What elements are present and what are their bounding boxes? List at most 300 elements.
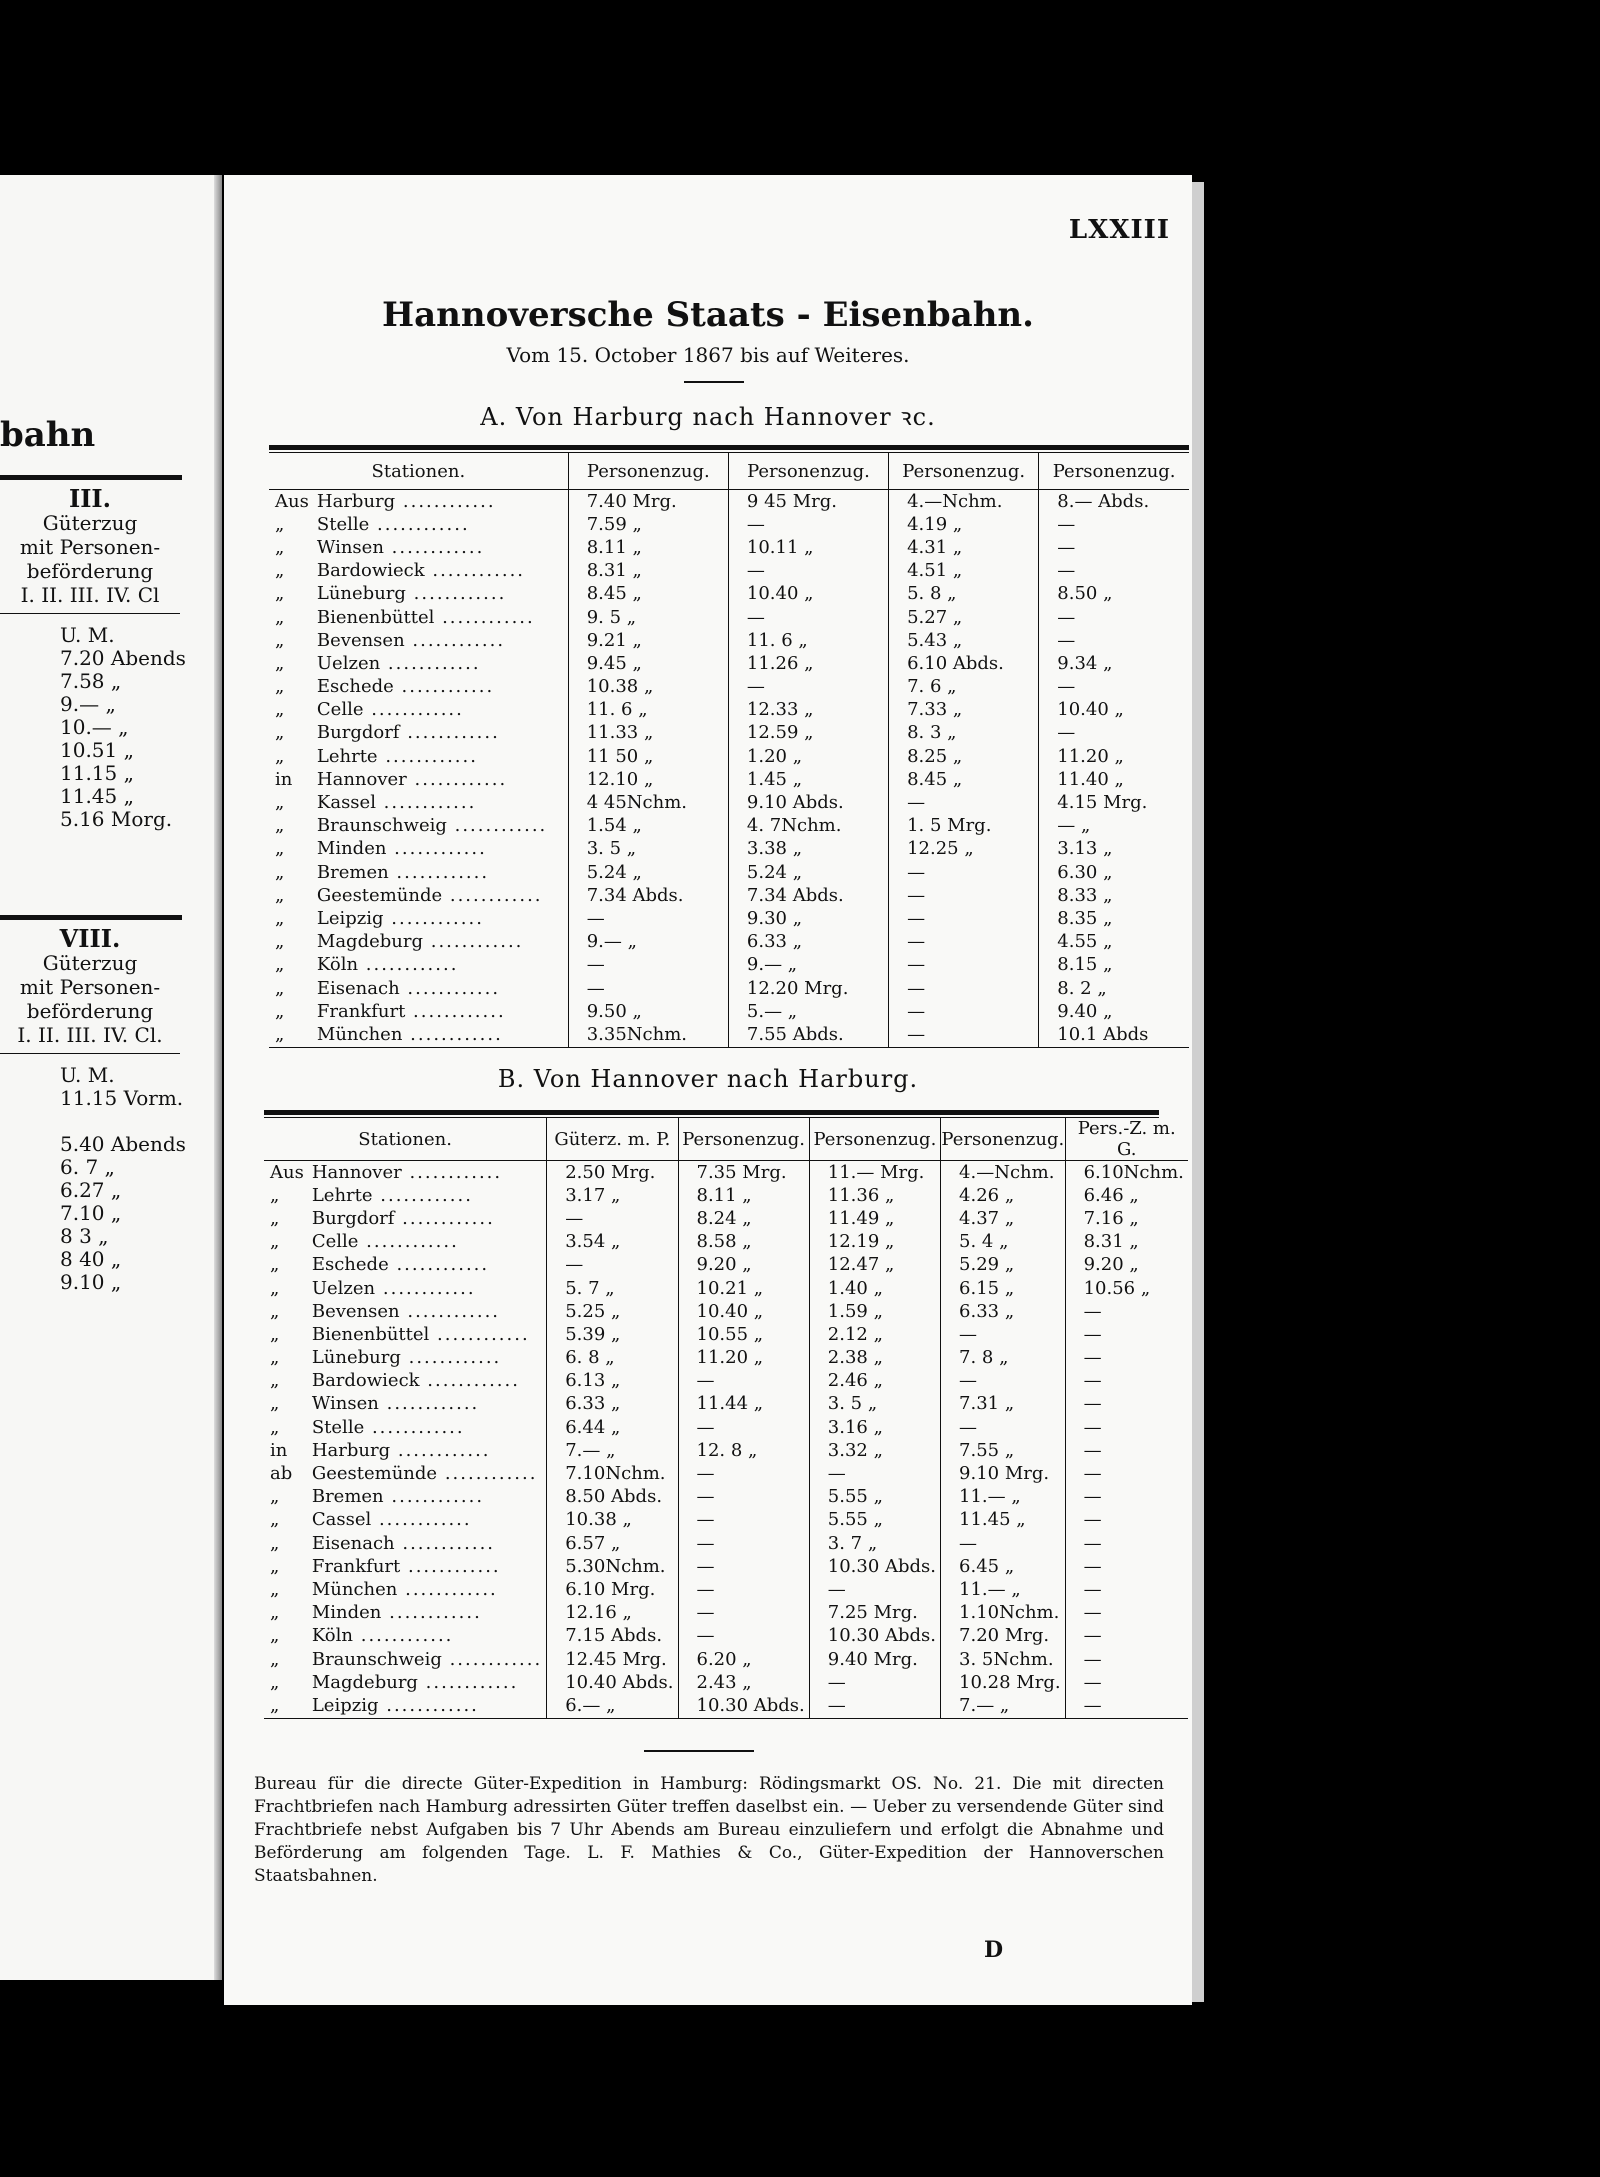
time-cell: — (678, 1625, 809, 1648)
table-row (269, 513, 1189, 536)
time-cell: 2.46 „ (809, 1370, 940, 1393)
station-name (313, 722, 568, 745)
row-prefix: Aus (275, 490, 309, 512)
footnote-text: Bureau für die directe Güter-Expedition in Hamburg: Rödingsmarkt OS. No. 21. Die mit directen Frachtbriefen nach Hamburg adressirten Güter treffen daselbst ein. — Ueber zu versendende Güter sind Frachtbriefe nebst Aufgaben bis 7 Uhr Abends am Bureau einzuliefern und erfolgt die Abnahme und Beförderung am folgenden Tage. L. F. Mathies & Co., Güter-Expedition der Hannoverschen Staatsbahnen. (254, 1774, 1164, 1886)
station-name (308, 1625, 547, 1648)
time-cell: — (1039, 606, 1189, 629)
table-row (264, 1370, 1188, 1393)
timetable-a (269, 453, 1189, 1048)
time-cell: — (1065, 1462, 1188, 1485)
time-cell: 6.10Nchm. (1065, 1161, 1188, 1185)
time-cell: 5. 7 „ (547, 1277, 678, 1300)
timetable-hannover-harburg (264, 1110, 1184, 1719)
time-cell: 11. 6 „ (568, 699, 728, 722)
time-cell: 12.16 „ (547, 1602, 678, 1625)
time-cell: — (678, 1532, 809, 1555)
leader-dots: ............ (429, 1323, 530, 1345)
row-prefix: „ (270, 1671, 280, 1693)
table-row (269, 977, 1189, 1000)
station-label: Bardowieck (316, 560, 425, 582)
table-row (269, 954, 1189, 977)
leader-dots: ............ (377, 745, 478, 767)
time-cell: 3.38 „ (728, 838, 888, 861)
table-row (264, 1671, 1188, 1694)
time-cell: 8.11 „ (568, 536, 728, 559)
time-cell: — (1039, 722, 1189, 745)
list-item: 9.— „ (60, 692, 116, 716)
station-name (308, 1486, 547, 1509)
time-cell: — (1065, 1370, 1188, 1393)
time-cell: 8.45 „ (568, 583, 728, 606)
leader-dots: ............ (405, 583, 507, 605)
table-row (269, 931, 1189, 954)
time-cell: 7.— „ (941, 1694, 1066, 1718)
time-cell: 3.54 „ (547, 1231, 678, 1254)
table-row (264, 1439, 1188, 1462)
table-row (269, 722, 1189, 745)
station-label: Geestemünde (316, 884, 443, 906)
time-cell: — (889, 907, 1039, 930)
table-row (264, 1486, 1188, 1509)
leader-dots: ............ (375, 792, 477, 814)
time-cell: 1.40 „ (809, 1277, 940, 1300)
station-name (313, 513, 568, 536)
timetable-b (264, 1118, 1188, 1719)
time-cell: 3. 5Nchm. (941, 1648, 1066, 1671)
station-label: Winsen (316, 536, 384, 558)
time-cell: 6.33 „ (941, 1300, 1066, 1323)
station-label: Magdeburg (316, 931, 423, 953)
leader-dots: ............ (394, 1532, 496, 1554)
table-row (264, 1161, 1188, 1185)
list-item: 11.45 „ (60, 784, 134, 808)
row-prefix: „ (270, 1254, 280, 1276)
time-cell: — (728, 676, 888, 699)
time-cell: — (1065, 1602, 1188, 1625)
time-cell: — (1065, 1486, 1188, 1509)
row-prefix: „ (275, 954, 285, 976)
time-cell: — (809, 1578, 940, 1601)
time-cell: 8.45 „ (889, 768, 1039, 791)
time-cell: 9 45 Mrg. (728, 490, 888, 514)
time-cell: 8.50 „ (1039, 583, 1189, 606)
table-row (269, 1023, 1189, 1047)
time-cell: — (809, 1694, 940, 1718)
station-name (308, 1347, 547, 1370)
station-label: Leipzig (311, 1694, 379, 1716)
signature-mark: D (984, 1937, 1004, 1963)
time-cell: — (941, 1370, 1066, 1393)
time-cell: — (568, 954, 728, 977)
time-cell: 4.55 „ (1039, 931, 1189, 954)
station-name (308, 1254, 547, 1277)
leader-dots: ............ (446, 815, 548, 837)
table-row (269, 791, 1189, 814)
time-cell: 9.20 „ (1065, 1254, 1188, 1277)
time-cell: 10.28 Mrg. (941, 1671, 1066, 1694)
station-name (313, 490, 568, 514)
table-row (264, 1694, 1188, 1718)
time-cell: 12.33 „ (728, 699, 888, 722)
column-header: Güterz. m. P. (547, 1118, 678, 1161)
table-row (269, 745, 1189, 768)
station-label: Bienenbüttel (311, 1323, 430, 1345)
time-cell: 10.30 Abds. (809, 1555, 940, 1578)
time-cell: 8.31 „ (1065, 1231, 1188, 1254)
leader-dots: ............ (423, 931, 524, 953)
leader-dots: ............ (378, 1694, 479, 1716)
time-cell: 10.40 „ (728, 583, 888, 606)
station-name (308, 1509, 547, 1532)
time-cell: 5.55 „ (809, 1509, 940, 1532)
station-name (313, 629, 568, 652)
time-cell: 5. 4 „ (941, 1231, 1066, 1254)
column-header: Pers.-Z. m. G. (1065, 1118, 1188, 1161)
leader-dots: ............ (353, 1625, 454, 1647)
time-cell: 7.10Nchm. (547, 1462, 678, 1485)
column-viii-line: mit Personen- (19, 975, 161, 999)
leader-dots: ............ (406, 768, 508, 790)
station-name (313, 606, 568, 629)
station-name (308, 1694, 547, 1718)
time-cell: 3.13 „ (1039, 838, 1189, 861)
time-cell: 6.10 Mrg. (547, 1578, 678, 1601)
time-cell: 7.15 Abds. (547, 1625, 678, 1648)
station-label: Köln (316, 954, 359, 976)
section-a-title: A. Von Harburg nach Hannover ꝛc. (480, 403, 936, 431)
leader-dots: ............ (383, 1486, 485, 1508)
table-row (269, 884, 1189, 907)
list-item: 8 40 „ (60, 1247, 122, 1271)
time-cell: — (1065, 1648, 1188, 1671)
row-prefix: „ (275, 629, 285, 651)
time-cell: 7.25 Mrg. (809, 1602, 940, 1625)
row-prefix: „ (275, 676, 285, 698)
station-label: Celle (316, 699, 364, 721)
time-cell: 4.19 „ (889, 513, 1039, 536)
row-prefix: ab (270, 1463, 293, 1485)
station-name (308, 1555, 547, 1578)
time-cell: 9.30 „ (728, 907, 888, 930)
leader-dots: ............ (364, 1416, 465, 1438)
list-item: 10.51 „ (60, 738, 134, 762)
page-gutter-shadow (214, 175, 222, 1980)
row-prefix: „ (270, 1300, 280, 1322)
time-cell: 12.10 „ (568, 768, 728, 791)
time-cell: 9.10 Abds. (728, 791, 888, 814)
time-cell: 7.— „ (547, 1439, 678, 1462)
time-cell: 11.45 „ (941, 1509, 1066, 1532)
time-cell: — (678, 1555, 809, 1578)
table-row (269, 676, 1189, 699)
station-name (313, 977, 568, 1000)
time-cell: — (678, 1509, 809, 1532)
row-prefix: „ (270, 1532, 280, 1554)
table-row (264, 1462, 1188, 1485)
time-cell: 5.27 „ (889, 606, 1039, 629)
station-label: Uelzen (311, 1277, 376, 1299)
station-label: Frankfurt (316, 1000, 406, 1022)
table-row (264, 1184, 1188, 1207)
time-cell: — (1065, 1671, 1188, 1694)
row-prefix: „ (275, 792, 285, 814)
row-prefix: „ (275, 815, 285, 837)
time-cell: — (1065, 1509, 1188, 1532)
station-label: Harburg (316, 490, 396, 512)
column-header: Personenzug. (889, 453, 1039, 490)
time-cell: 10.11 „ (728, 536, 888, 559)
time-cell: 11.— „ (941, 1578, 1066, 1601)
time-cell: 6.10 Abds. (889, 652, 1039, 675)
time-cell: 1.20 „ (728, 745, 888, 768)
time-cell: 11.— „ (941, 1486, 1066, 1509)
column-header: Personenzug. (809, 1118, 940, 1161)
leader-dots: ............ (441, 1648, 543, 1670)
station-name (308, 1207, 547, 1230)
time-cell: 11 50 „ (568, 745, 728, 768)
time-cell: — (728, 606, 888, 629)
time-cell: 11.26 „ (728, 652, 888, 675)
station-name (313, 884, 568, 907)
time-cell: 12. 8 „ (678, 1439, 809, 1462)
station-label: Hannover (316, 768, 407, 790)
row-prefix: „ (275, 652, 285, 674)
row-prefix: „ (270, 1625, 280, 1647)
leader-dots: ............ (383, 536, 485, 558)
time-cell: — (889, 861, 1039, 884)
station-name (313, 954, 568, 977)
station-label: Bevensen (311, 1300, 400, 1322)
time-cell: 8.35 „ (1039, 907, 1189, 930)
station-name (313, 791, 568, 814)
station-name (313, 560, 568, 583)
station-name (308, 1393, 547, 1416)
table-row (264, 1300, 1188, 1323)
station-label: Celle (311, 1231, 359, 1253)
time-cell: 7.20 Mrg. (941, 1625, 1066, 1648)
row-prefix: „ (270, 1602, 280, 1624)
time-cell: 7. 8 „ (941, 1347, 1066, 1370)
time-cell: 8.15 „ (1039, 954, 1189, 977)
row-prefix: in (275, 768, 293, 790)
row-prefix: „ (270, 1347, 280, 1369)
list-item: 7.20 Abends (60, 646, 186, 670)
time-cell: 8.11 „ (678, 1184, 809, 1207)
time-cell: 4.37 „ (941, 1207, 1066, 1230)
time-cell: — (1065, 1323, 1188, 1346)
table-row (269, 536, 1189, 559)
station-label: Bevensen (316, 629, 405, 651)
leader-dots: ............ (388, 1254, 490, 1276)
leader-dots: ............ (419, 1370, 520, 1392)
table-row (269, 629, 1189, 652)
page-number: LXXIII (1068, 215, 1170, 245)
leader-dots: ............ (393, 676, 495, 698)
station-name (313, 768, 568, 791)
time-cell: 10.40 Abds. (547, 1671, 678, 1694)
station-name (308, 1300, 547, 1323)
column-iii-line: I. II. III. IV. Cl (20, 583, 160, 607)
column-iii-line: beförderung (26, 559, 154, 583)
row-prefix: „ (270, 1648, 280, 1670)
time-cell: 6.33 „ (728, 931, 888, 954)
left-rule-iii (0, 475, 182, 480)
station-label: Köln (311, 1625, 353, 1647)
time-cell: 5.30Nchm. (547, 1555, 678, 1578)
row-prefix: „ (275, 884, 285, 906)
table-row (264, 1509, 1188, 1532)
time-cell: 9.20 „ (678, 1254, 809, 1277)
station-name (308, 1462, 547, 1485)
column-iii-line: mit Personen- (19, 535, 161, 559)
row-prefix: „ (275, 861, 285, 883)
column-viii-line: beförderung (26, 999, 154, 1023)
time-cell: — „ (1039, 815, 1189, 838)
time-cell: — (1039, 676, 1189, 699)
page-subtitle: Vom 15. October 1867 bis auf Weiteres. (506, 343, 910, 367)
timetable-harburg-hannover (269, 445, 1189, 1048)
time-cell: 12.45 Mrg. (547, 1648, 678, 1671)
time-cell: — (1065, 1393, 1188, 1416)
row-prefix: „ (275, 907, 285, 929)
row-prefix: „ (270, 1416, 280, 1438)
station-label: Leipzig (316, 907, 384, 929)
table-row (269, 861, 1189, 884)
station-name (313, 583, 568, 606)
table-row (264, 1416, 1188, 1439)
time-cell: 10.1 Abds (1039, 1023, 1189, 1047)
row-prefix: „ (270, 1231, 280, 1253)
table-row (264, 1625, 1188, 1648)
leader-dots: ............ (434, 606, 535, 628)
station-label: Lehrte (316, 745, 378, 767)
time-cell: 2.50 Mrg. (547, 1161, 678, 1185)
station-name (313, 676, 568, 699)
left-column-viii (0, 924, 186, 1294)
time-cell: 1. 5 Mrg. (889, 815, 1039, 838)
list-item: 6. 7 „ (60, 1155, 115, 1179)
row-prefix: „ (270, 1207, 280, 1229)
time-cell: 7.33 „ (889, 699, 1039, 722)
row-prefix: „ (275, 536, 285, 558)
station-label: Lüneburg (311, 1347, 401, 1369)
leader-dots: ............ (369, 513, 470, 535)
list-item: 6.27 „ (60, 1178, 122, 1202)
time-cell: 7.55 „ (941, 1439, 1066, 1462)
leader-dots: ............ (400, 1347, 502, 1369)
station-name (308, 1648, 547, 1671)
time-cell: — (678, 1370, 809, 1393)
time-cell: 6.15 „ (941, 1277, 1066, 1300)
row-prefix: „ (275, 606, 285, 628)
row-prefix: „ (269, 1023, 313, 1047)
column-header: Stationen. (264, 1118, 547, 1161)
time-cell: — (1065, 1439, 1188, 1462)
divider (684, 381, 744, 383)
list-item: 11.15 „ (60, 761, 134, 785)
leader-dots: ............ (388, 861, 490, 883)
time-cell: 2.43 „ (678, 1671, 809, 1694)
time-cell: 3. 5 „ (568, 838, 728, 861)
station-label: Bremen (316, 861, 389, 883)
leader-dots: ............ (399, 1300, 501, 1322)
station-label: Bardowieck (311, 1370, 420, 1392)
column-viii-line: I. II. III. IV. Cl. (17, 1023, 163, 1047)
table-row (269, 838, 1189, 861)
time-cell: — (889, 977, 1039, 1000)
station-label: Eisenach (316, 977, 400, 999)
column-iii-number: III. (68, 484, 112, 513)
leader-dots: ............ (371, 1509, 472, 1531)
time-cell: 9.40 „ (1039, 1000, 1189, 1023)
time-cell: — (1039, 629, 1189, 652)
spine-bar-bottom (140, 1960, 220, 2177)
time-cell: 6.33 „ (547, 1393, 678, 1416)
leader-dots: ............ (383, 907, 484, 929)
time-cell: 11.44 „ (678, 1393, 809, 1416)
leader-dots: ............ (424, 560, 526, 582)
time-cell: 5.43 „ (889, 629, 1039, 652)
time-cell: 10.30 Abds. (809, 1625, 940, 1648)
time-cell: 6.57 „ (547, 1532, 678, 1555)
column-viii-head (0, 924, 180, 1047)
leader-dots: ............ (437, 1463, 538, 1485)
time-cell: 11.20 „ (678, 1347, 809, 1370)
station-name (313, 815, 568, 838)
time-cell: 11.36 „ (809, 1184, 940, 1207)
time-cell: 8. 3 „ (889, 722, 1039, 745)
column-iii-head (0, 484, 180, 607)
leader-dots: ............ (402, 1023, 503, 1045)
time-cell: 1.54 „ (568, 815, 728, 838)
table-header-row (264, 1118, 1188, 1161)
time-cell: 8.— Abds. (1039, 490, 1189, 514)
leader-dots: ............ (386, 838, 487, 860)
leader-dots: ............ (401, 1161, 503, 1183)
station-label: Magdeburg (311, 1671, 418, 1693)
time-cell: 10.38 „ (568, 676, 728, 699)
table-row (264, 1231, 1188, 1254)
table-row (264, 1393, 1188, 1416)
time-cell: — (889, 1023, 1039, 1047)
row-prefix: „ (275, 513, 285, 535)
time-cell: 7.35 Mrg. (678, 1161, 809, 1185)
station-name (308, 1161, 547, 1185)
station-label: Lehrte (311, 1184, 373, 1206)
time-cell: 9.34 „ (1039, 652, 1189, 675)
station-label: Uelzen (316, 652, 381, 674)
leader-dots: ............ (358, 1231, 459, 1253)
list-item: 8 3 „ (60, 1224, 109, 1248)
row-prefix: „ (275, 745, 285, 767)
column-header: Personenzug. (941, 1118, 1066, 1161)
time-cell: 7.55 Abds. (728, 1023, 888, 1047)
leader-dots: ............ (405, 1000, 506, 1022)
time-cell: 5.24 „ (568, 861, 728, 884)
station-label: Stelle (311, 1416, 365, 1438)
leader-dots: ............ (390, 1439, 491, 1461)
leader-dots: ............ (400, 1555, 501, 1577)
time-cell: — (678, 1486, 809, 1509)
list-item: 7.58 „ (60, 669, 122, 693)
time-cell: 1.45 „ (728, 768, 888, 791)
time-cell: 11.— Mrg. (809, 1161, 940, 1185)
list-item (60, 1110, 180, 1133)
list-item: 10.— „ (60, 715, 129, 739)
station-name (313, 931, 568, 954)
time-cell: 4.31 „ (889, 536, 1039, 559)
list-item: 7.10 „ (60, 1201, 122, 1225)
